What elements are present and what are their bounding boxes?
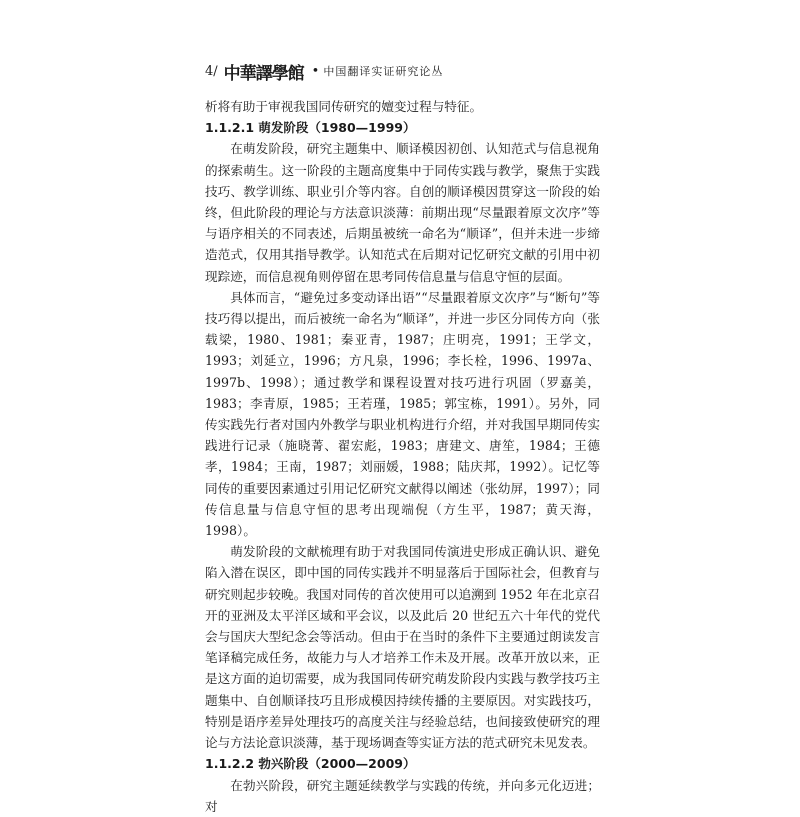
section-heading-2: 1.1.2.2 勃兴阶段（2000—2009）: [205, 756, 416, 772]
series-title: 中国翻译实证研究论丛: [323, 65, 444, 78]
paragraph-1: 在萌发阶段，研究主题集中、顺译模因初创、认知范式与信息视角的探索萌生。这一阶段的主题高度集中于同传实践与教学，聚焦于实践技巧、教学训练、职业引介等内容。自创的顺译模因贯穿这一阶段的始终，但此阶段的理论与方法意识淡薄：前期出现“尽量跟着原文次序”等与语序相关的不同表述，后期虽被统一命名为“顺译”，但并未进一步缔造范式，仅用其指导教学。认知范式在后期对记忆研究文献的引用中初现踪迹，而信息视角则停留在思考同传信息量与信息守恒的层面。: [205, 141, 600, 284]
book-page: [205, 58, 600, 817]
paragraph-3: 萌发阶段的文献梳理有助于对我国同传演进史形成正确认识、避免陷入潜在误区，即中国的同传实践并不明显落后于国际社会，但教育与研究则起步较晚。我国对同传的首次使用可以追溯到 1952 年在北京召开的亚洲及太平洋区域和平会议，以及此后 20 世纪五六十年代的党代会与国庆大型纪念会等活动。但由于在当时的条件下主要通过朗读发言笔译稿完成任务，故能力与人才培养工作未及开展。改革开放以来，正是这方面的迫切需要，成为我国同传研究萌发阶段内实践与教学技巧主题集中、自创顺译技巧且形成模因持续传播的主要原因。对实践技巧，特别是语序差异处理技巧的高度关注与经验总结，也间接致使研究的理论与方法论意识淡薄，基于现场调查等实证方法的范式研究未见发表。: [205, 544, 600, 751]
page-number: 4/: [205, 63, 218, 79]
section-heading-1: 1.1.2.1 萌发阶段（1980—1999）: [205, 120, 416, 136]
header-separator: •: [311, 63, 320, 79]
paragraph-2: 具体而言，“避免过多变动译出语”“尽量跟着原文次序”与“断句”等技巧得以提出，而后被统一命名为“顺译”，并进一步区分同传方向（张载梁，1980、1981；秦亚青，1987；庄明亮，1991；王学文，1993；刘延立，1996；方凡泉，1996；李长栓，1996、1997a、1997b、1998）；通过教学和课程设置对技巧进行巩固（罗嘉美，1983；李青原，1985；王若瑾，1985；郭宝栋，1991）。另外，同传实践先行者对国内外教学与职业机构进行介绍，并对我国早期同传实践进行记录（施晓菁、翟宏彪，1983；唐建文、唐笙，1984；王德孝，1984；王南，1987；刘丽媛，1988；陆庆邦，1992）。记忆等同传的重要因素通过引用记忆研究文献得以阐述（张幼屏，1997）；同传信息量与信息守恒的思考出现端倪（方生平，1987；黄天海，1998）。: [205, 289, 600, 539]
brand-logo: 中華譯學館: [223, 63, 304, 84]
intro-line: 析将有助于审视我国同传研究的嬗变过程与特征。: [205, 99, 483, 114]
running-header: [205, 58, 600, 84]
paragraph-4: 在勃兴阶段，研究主题延续教学与实践的传统，并向多元化迈进；对: [205, 777, 600, 814]
body-text: [205, 96, 600, 817]
